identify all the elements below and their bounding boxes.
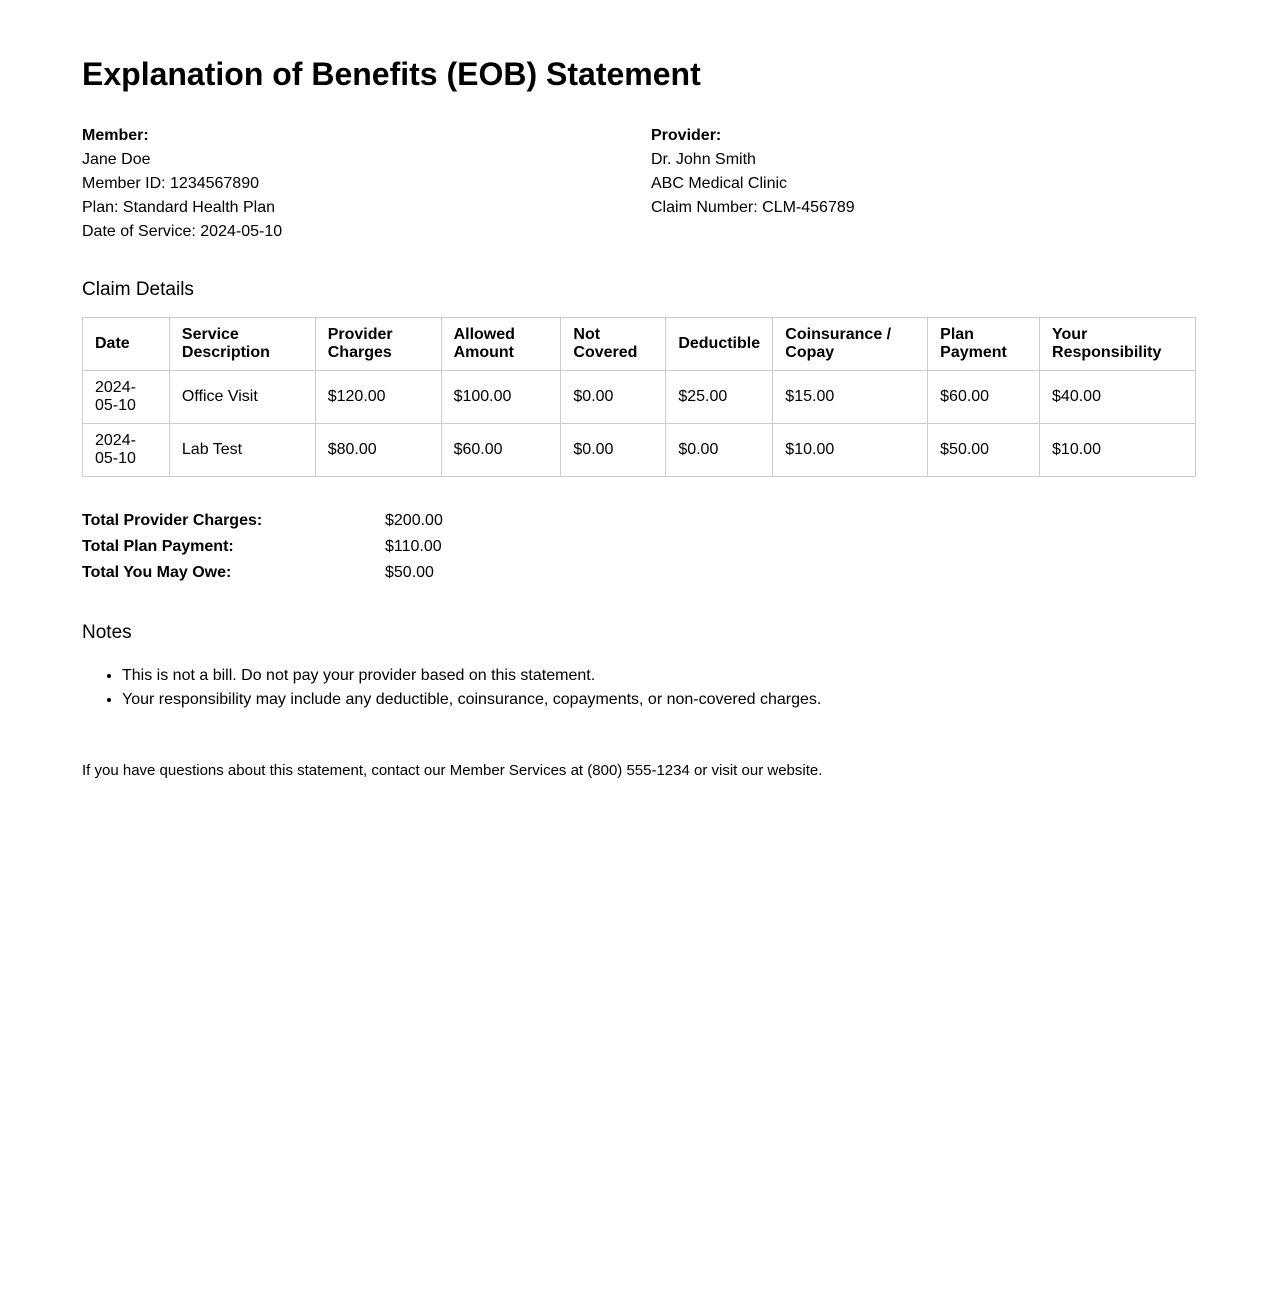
table-cell: $60.00 [928,371,1040,424]
date-of-service: Date of Service: 2024-05-10 [82,223,283,240]
table-cell: $60.00 [441,424,561,477]
total-row [82,562,443,588]
total-value: $110.00 [385,538,442,555]
table-cell: $15.00 [773,371,928,424]
provider-label: Provider: [651,127,722,144]
column-header: Coinsurance / Copay [773,318,928,371]
member-info [82,124,282,244]
table-row [83,424,1196,477]
column-header: Service Description [169,318,315,371]
note-item: • This is not a bill. Do not pay your provider based on this statement. [122,664,821,688]
table-cell: 2024-05-10 [83,371,170,424]
provider-clinic: ABC Medical Clinic [651,175,788,192]
table-cell: $50.00 [928,424,1040,477]
page-title: Explanation of Benefits (EOB) Statement [82,56,701,92]
table-cell: $0.00 [561,371,666,424]
member-name: Jane Doe [82,151,151,168]
column-header: Date [83,318,170,371]
note-item: • Your responsibility may include any deductible, coinsurance, copayments, or non-covered charges. [122,688,821,712]
table-cell: $0.00 [561,424,666,477]
total-label: Total You May Owe: [82,564,232,581]
table-cell: $25.00 [666,371,773,424]
total-value: $200.00 [385,512,443,529]
provider-name: Dr. John Smith [651,151,756,168]
claim-number: Claim Number: CLM-456789 [651,199,855,216]
footer-contact: If you have questions about this statement, contact our Member Services at (800) 555-1234 or visit our website. [82,762,823,779]
total-value: $50.00 [385,564,434,581]
table-cell: Office Visit [169,371,315,424]
total-label: Total Plan Payment: [82,538,234,555]
totals-section [82,510,443,588]
table-cell: $120.00 [315,371,441,424]
table-cell: $0.00 [666,424,773,477]
table-cell: 2024-05-10 [83,424,170,477]
notes-list [82,664,821,712]
total-label: Total Provider Charges: [82,512,263,529]
claim-table [82,317,1196,477]
table-row [83,371,1196,424]
total-row [82,510,443,536]
member-plan: Plan: Standard Health Plan [82,199,276,216]
table-cell: $10.00 [1040,424,1196,477]
column-header: Your Responsibility [1040,318,1196,371]
column-header: Deductible [666,318,773,371]
column-header: Not Covered [561,318,666,371]
column-header: Provider Charges [315,318,441,371]
table-cell: $100.00 [441,371,561,424]
table-cell: Lab Test [169,424,315,477]
table-cell: $40.00 [1040,371,1196,424]
table-header-row [83,318,1196,371]
table-cell: $80.00 [315,424,441,477]
member-id: Member ID: 1234567890 [82,175,259,192]
column-header: Allowed Amount [441,318,561,371]
notes-heading: Notes [82,622,132,643]
provider-info [651,124,855,220]
table-cell: $10.00 [773,424,928,477]
member-label: Member: [82,127,149,144]
total-row [82,536,443,562]
column-header: Plan Payment [928,318,1040,371]
claim-details-heading: Claim Details [82,279,194,300]
